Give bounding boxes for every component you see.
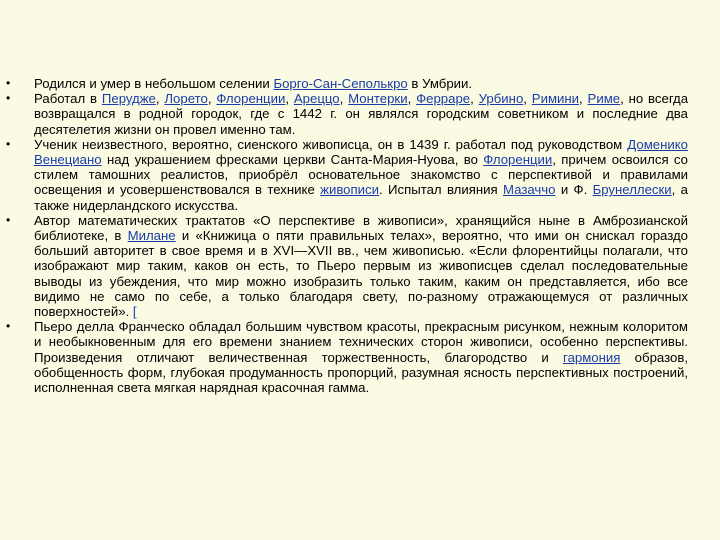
hyperlink[interactable]: Флоренции	[216, 91, 286, 107]
hyperlink[interactable]: Доменико Венециано	[34, 136, 688, 168]
hyperlink[interactable]: Римини	[531, 91, 580, 107]
text-run: ,	[407, 91, 417, 107]
bullet-list	[0, 76, 720, 395]
bullet-icon: •	[6, 136, 11, 151]
hyperlink[interactable]: Флоренции	[483, 152, 553, 168]
text-run: над украшением фресками церкви Санта-Мария-Нуова, во	[101, 152, 484, 168]
list-item	[0, 137, 720, 213]
hyperlink[interactable]: Ферраре	[416, 91, 471, 107]
item-text	[34, 137, 688, 213]
item-text	[34, 76, 688, 91]
bullet-icon: •	[6, 91, 11, 106]
hyperlink[interactable]: Лорето	[164, 91, 208, 107]
text-run: Родился и умер в небольшом селении	[34, 76, 274, 91]
item-text	[34, 213, 688, 319]
text-run: Пьеро делла Франческо обладал большим чувством красоты, прекрасным рисунком, нежным колоритом и необыкновенным для его времени знанием технических сторон живописи, особенно перспективы. Произведения отличают величественная торжественность, благородство и	[34, 319, 688, 365]
text-run: , но всегда возвращался в родной городок, где с 1442 г. он являлся городским советником и последние два десятелетия жизни он провел именно там.	[34, 91, 689, 137]
text-run: . Испытал влияния	[379, 182, 503, 198]
bullet-icon: •	[6, 212, 11, 227]
hyperlink[interactable]: живописи	[320, 182, 379, 198]
text-run: и Ф.	[555, 182, 593, 198]
text-run: ,	[207, 91, 217, 107]
text-run: Работал в	[34, 91, 102, 107]
hyperlink[interactable]: Борго-Сан-Сеполькро	[273, 76, 408, 91]
hyperlink[interactable]: Перудже	[101, 91, 156, 107]
text-run: ,	[470, 91, 479, 107]
item-text	[34, 319, 688, 395]
hyperlink[interactable]: Милане	[127, 228, 176, 244]
text-run: Ученик неизвестного, вероятно, сиенского живописца, он в 1439 г. работал под руководством	[34, 136, 628, 152]
bullet-icon: •	[6, 76, 11, 90]
item-text	[34, 91, 688, 137]
text-run: ,	[579, 91, 588, 107]
text-run: образов, обобщенность форм, глубокая продуманность пропорций, разумная ясность перспективных построений, исполненная света мягкая нарядная красочная гамма.	[34, 349, 688, 396]
list-item	[0, 91, 720, 137]
hyperlink[interactable]: Монтерки	[348, 91, 408, 107]
text-run: , причем освоился со стилем тамошних реалистов, приобрёл основательное знакомство с перспективой и правилами освещения и усовершенствовался в технике	[34, 152, 689, 198]
hyperlink[interactable]: [	[132, 304, 137, 320]
text-run: Автор математических трактатов «О перспективе в живописи», хранящийся ныне в Амброзианской библиотеке, в	[34, 212, 688, 244]
text-run: ,	[523, 91, 532, 107]
bullet-icon: •	[6, 319, 11, 334]
hyperlink[interactable]: Риме	[587, 91, 621, 107]
hyperlink[interactable]: Урбино	[478, 91, 524, 107]
text-run: ,	[285, 91, 294, 107]
text-run: и «Книжица о пяти правильных телах», вероятно, что ими он снискал гораздо больший авторитет в свое время и в XVI—XVII вв., чем живописью. «Если флорентийцы полагали, что изображают мир таким, каков он есть, то Пьеро первым из живописцев сделал последовательные выводы из убеждения, что мир можно изобразить только таким, каким он представляется, ибо все видимо не само по себе, а только благодаря свету, по-разному отражающемуся от различных поверхностей».	[34, 228, 688, 320]
hyperlink[interactable]: Брунеллески	[592, 182, 672, 198]
text-run: ,	[155, 91, 165, 107]
hyperlink[interactable]: Мазаччо	[503, 182, 556, 198]
text-run: , а также нидерландского искусства.	[34, 182, 688, 213]
hyperlink[interactable]: гармония	[563, 349, 621, 365]
hyperlink[interactable]: Ареццо	[293, 91, 340, 107]
text-run: в Умбрии.	[407, 76, 473, 91]
list-item	[0, 76, 720, 91]
text-run: ,	[339, 91, 349, 107]
list-item	[0, 213, 720, 319]
list-item	[0, 319, 720, 395]
